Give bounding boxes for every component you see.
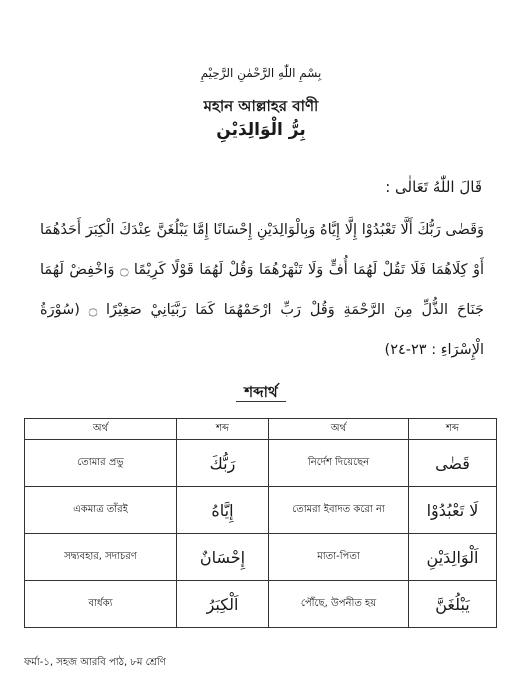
header-word: শব্দ xyxy=(177,419,269,440)
vocabulary-title: শব্দার্থ xyxy=(244,383,278,401)
meaning-cell: মাতা-পিতা xyxy=(269,534,409,581)
meaning-cell: নির্দেশ দিয়েছেন xyxy=(269,440,409,487)
vocabulary-header-row xyxy=(25,419,497,440)
header-meaning: অর্থ xyxy=(269,419,409,440)
table-row xyxy=(25,487,497,534)
bismillah: بِسْمِ اللّٰهِ الرَّحْمٰنِ الرَّحِيْمِ xyxy=(200,66,322,80)
lesson-title-bengali: মহান আল্লাহর বাণী xyxy=(203,97,319,115)
word-cell: اَلْكِبَرُ xyxy=(177,581,269,628)
vocabulary-title-underline xyxy=(236,401,286,402)
word-cell: رَبُّكَ xyxy=(177,440,269,487)
meaning-cell: তোমরা ইবাদত করো না xyxy=(269,487,409,534)
page-footer: ফর্মা-১, সহজ আরবি পাঠ, ৮ম শ্রেণি xyxy=(24,657,166,668)
header-word: শব্দ xyxy=(409,419,497,440)
table-row xyxy=(25,534,497,581)
word-cell: إِحْسَانٌ xyxy=(177,534,269,581)
vocabulary-table xyxy=(24,418,497,628)
quran-verse: وَقَضٰى رَبُّكَ أَلَّا تَعْبُدُوْا إِلَّا إِيَّاهُ وَبِالْوَالِدَيْنِ إِحْسَانًا إِمَّا يَبْلُغَنَّ عِنْدَكَ الْكِبَرَ أَحَدُهُمَا أَوْ كِلَاهُمَا فَلَا تَقُلْ لَهُمَا أُفٍّ وَلَا تَنْهَرْهُمَا وَقُلْ لَهُمَا قَوْلًا كَرِيْمًا ۝ وَاخْفِضْ لَهُمَا جَنَاحَ الذُّلِّ مِنَ الرَّحْمَةِ وَقُلْ رَبِّ ارْحَمْهُمَا كَمَا رَبَّيَانِيْ صَغِيْرًا ۝ (سُوْرَةُ الْإِسْرَاءِ : ٢٣-٢٤) xyxy=(40,222,484,358)
word-cell: إِيَّاهُ xyxy=(177,487,269,534)
meaning-cell: বার্ধক্য xyxy=(25,581,177,628)
header-meaning: অর্থ xyxy=(25,419,177,440)
meaning-cell: তোমার প্রভু xyxy=(25,440,177,487)
table-row xyxy=(25,581,497,628)
meaning-cell: সদ্ব্যবহার, সদাচরণ xyxy=(25,534,177,581)
table-row xyxy=(25,440,497,487)
lesson-title-arabic: بِرُّ الْوَالِدَيْنِ xyxy=(216,120,306,140)
word-cell: اَلْوَالِدَيْنِ xyxy=(409,534,497,581)
verse-intro: قَالَ اللّٰهُ تَعَالٰى : xyxy=(385,178,482,196)
meaning-cell: পৌঁছে, উপনীত হয় xyxy=(269,581,409,628)
word-cell: قَضٰى xyxy=(409,440,497,487)
word-cell: لَا تَعْبُدُوْا xyxy=(409,487,497,534)
meaning-cell: একমাত্র তাঁরই xyxy=(25,487,177,534)
word-cell: يَبْلُغَنَّ xyxy=(409,581,497,628)
